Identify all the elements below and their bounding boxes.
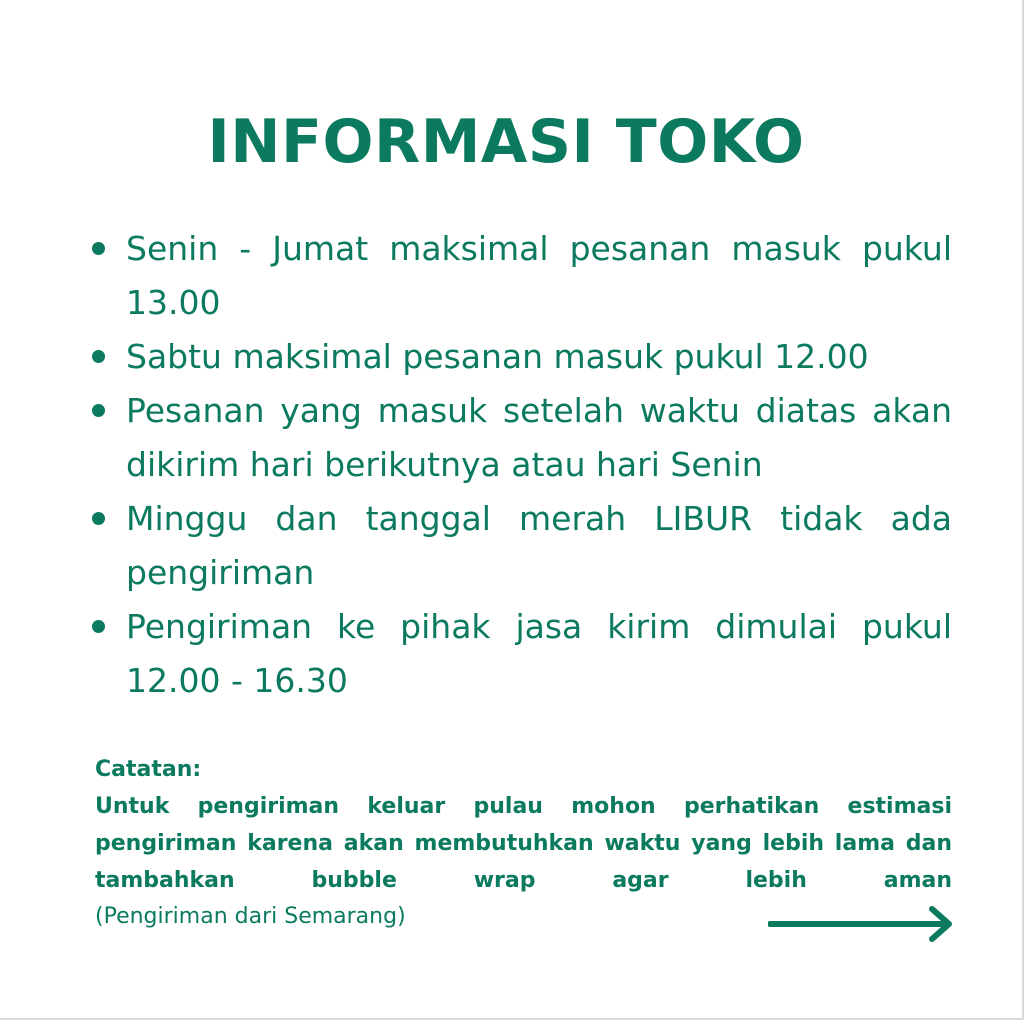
list-item — [90, 222, 952, 330]
list-item — [90, 330, 952, 384]
bullet-icon — [92, 620, 105, 633]
bullet-icon — [92, 350, 105, 363]
info-list — [90, 222, 952, 708]
bullet-icon — [92, 404, 105, 417]
list-item-text: Sabtu maksimal pesanan masuk pukul 12.00 — [126, 337, 869, 376]
list-item — [90, 492, 952, 600]
list-item-text: Pesanan yang masuk setelah waktu diatas akan dikirim hari berikutnya atau hari Senin — [126, 391, 952, 484]
list-item-text: Senin - Jumat maksimal pesanan masuk pukul 13.00 — [126, 229, 952, 322]
list-item-text: Pengiriman ke pihak jasa kirim dimulai pukul 12.00 - 16.30 — [126, 607, 952, 700]
list-item — [90, 384, 952, 492]
note-label: Catatan: — [95, 757, 202, 782]
note-body: Untuk pengiriman keluar pulau mohon perhatikan estimasi pengiriman karena akan membutuhkan waktu yang lebih lama dan tambahkan bubble wrap agar lebih aman — [95, 794, 952, 893]
note-origin: (Pengiriman dari Semarang) — [95, 904, 406, 929]
bullet-icon — [92, 512, 105, 525]
arrow-right-icon — [768, 906, 958, 942]
list-item — [90, 600, 952, 708]
list-item-text: Minggu dan tanggal merah LIBUR tidak ada pengiriman — [126, 499, 952, 592]
bullet-icon — [92, 242, 105, 255]
page-title: INFORMASI TOKO — [207, 107, 805, 177]
